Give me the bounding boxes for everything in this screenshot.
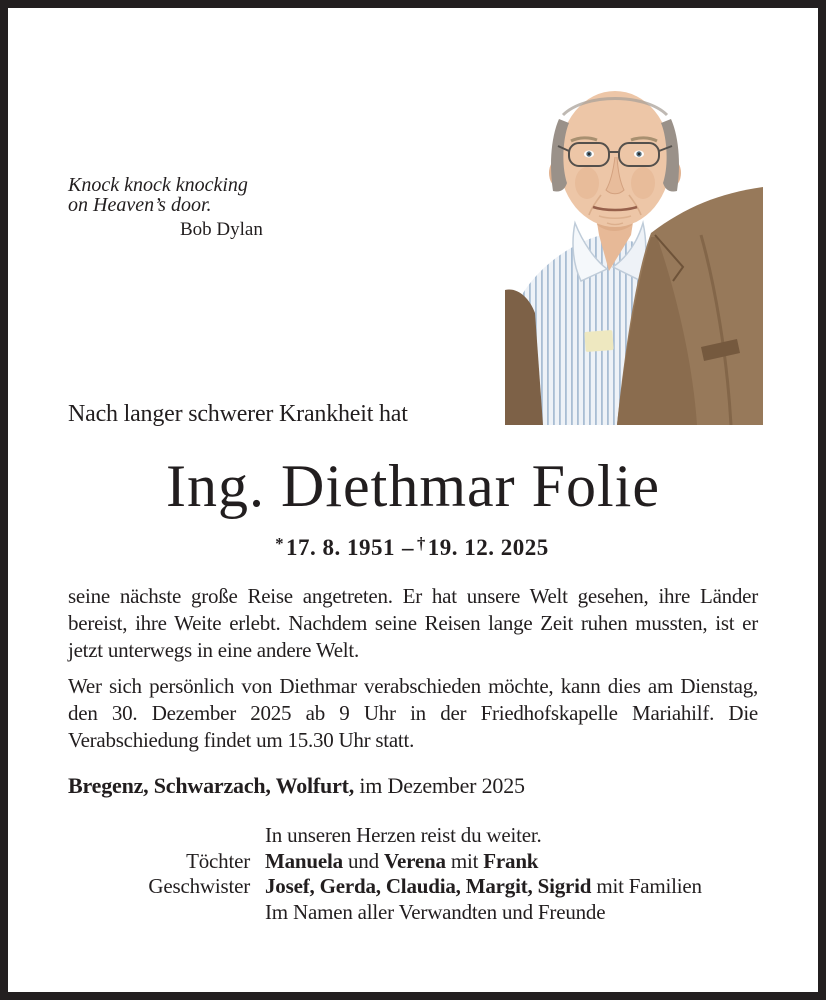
daughter-name-2: Verena <box>383 848 446 873</box>
quote-line-2: on Heaven’s door. <box>68 194 212 216</box>
dateline-date: im Dezember 2025 <box>354 773 525 798</box>
dateline-cities: Bregenz, Schwarzach, Wolfurt, <box>68 773 355 798</box>
dateline <box>68 773 525 799</box>
intro-line: Nach langer schwerer Krankheit hat <box>68 401 408 427</box>
life-dates <box>8 532 818 560</box>
sibling-names: Josef, Gerda, Claudia, Margit, Sigrid <box>265 874 592 898</box>
family-block <box>68 823 768 925</box>
birth-symbol: * <box>275 534 284 553</box>
family-daughters-line <box>265 849 768 875</box>
family-label-empty-1 <box>68 823 250 849</box>
family-closing: Im Namen aller Verwandten und Freunde <box>265 899 606 924</box>
birth-date: 17. 8. 1951 <box>286 535 395 561</box>
obituary-paragraph-journey: seine nächste große Reise angetreten. Er hat unsere Welt gesehen, ihre Länder bereist, ihre Weite erlebt. Nachdem seine Reisen lange Zeit ruhen mussten, ist er jetzt unterwegs in eine andere Welt. <box>68 584 758 662</box>
family-label-empty-2 <box>68 900 250 926</box>
deceased-name: Ing. Diethmar Folie <box>166 453 660 519</box>
family-siblings-line <box>265 874 768 900</box>
portrait-photo <box>505 85 763 425</box>
family-label-daughters: Töchter <box>186 848 250 873</box>
quote-block <box>68 175 358 240</box>
siblings-suffix: mit Familien <box>591 874 702 898</box>
death-symbol: † <box>417 534 426 553</box>
conjunction-mit: mit <box>445 848 484 873</box>
date-separator: – <box>402 535 414 561</box>
quote-attribution: Bob Dylan <box>180 219 263 240</box>
family-motto: In unseren Herzen reist du weiter. <box>265 823 542 847</box>
conjunction-und: und <box>342 848 384 873</box>
daughter-name-1: Manuela <box>265 848 343 873</box>
obituary-paragraph-farewell: Wer sich persönlich von Diethmar verabschieden möchte, kann dies am Dienstag, den 30. Dezember 2025 ab 9 Uhr in der Friedhofskapelle Mariahilf. Die Verabschiedung findet um 15.30 Uhr statt. <box>68 674 758 752</box>
obituary-page <box>8 8 818 992</box>
family-label-siblings: Geschwister <box>148 874 250 898</box>
portrait-illustration <box>505 85 763 425</box>
quote-line-1: Knock knock knocking <box>68 174 248 196</box>
partner-name: Frank <box>483 848 539 873</box>
death-date: 19. 12. 2025 <box>427 535 549 561</box>
